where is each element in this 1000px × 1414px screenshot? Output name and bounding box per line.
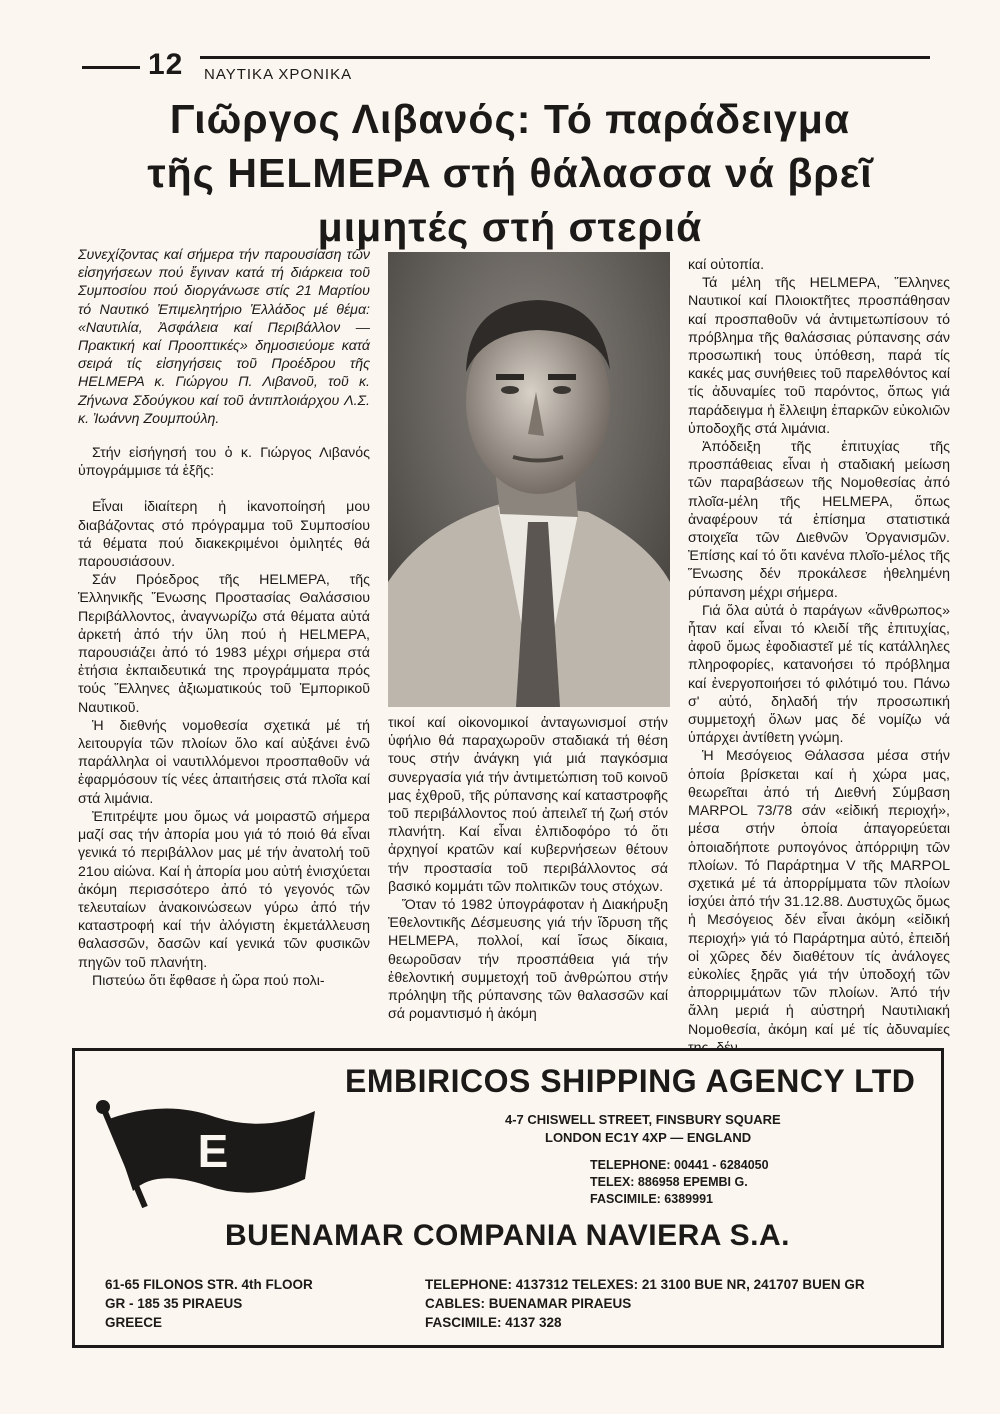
paragraph: Ἡ διεθνής νομοθεσία σχετικά μέ τή λειτουργία τῶν πλοίων ὅλο καί αὐξάνει ἐνῶ παράλληλα οἱ ναυτιλλόμενοι προσπαθοῦν νά ἐφαρμόσουν τίς νέες ἀπαιτήσεις στά πλοῖα καί στά λιμάνια. (78, 717, 370, 807)
headline-line-2: τῆς HELMEPA στή θάλασσα νά βρεῖ (147, 150, 873, 196)
portrait-photo (388, 252, 670, 707)
page-number: 12 (148, 48, 184, 81)
article-headline (80, 92, 940, 254)
paragraph: Ἀπόδειξη τῆς ἐπιτυχίας τῆς προσπάθειας εἶναι ἡ σταδιακή μείωση τῶν παραβάσεων τῆς Νομοθεσίας ἀπό πλοῖα-μέλη τῆς HELMEPA, ὅπως ἀναφέρουν τά ἐπίσημα στατιστικά στοιχεῖα τῶν Διεθνῶν Ὀργανισμῶν. Ἐπίσης καί τό ὅτι κανένα πλοῖο-μέλος τῆς Ἕνωσης δέν προκάλεσε ἠθελημένη ρύπανση μέχρι σήμερα. (688, 439, 950, 601)
company-address-london (505, 1111, 781, 1147)
paragraph: Ἡ Μεσόγειος Θάλασσα μέσα στήν ὁποία βρίσκεται καί ἡ χώρα μας, θεωρεῖται ἀπό τή Διεθνή Σύμβαση MARPOL 73/78 σάν «εἰδική περιοχή», μέσα στήν ὁποία ἀπαγορεύεται ὁποιαδήποτε ρυπογόνος ἀπόρριψη τῶν πλοίων. Τό Παράρτημα V τῆς MARPOL σχετικά μέ τά ἀπορρίμματα τῶν πλοίων ἰσχύει ἀπό τήν 31.12.88. Δυστυχῶς ὅμως ἡ Μεσόγειος δέν εἶναι ἀκόμη «εἰδική περιοχή» γιά τό Παράρτημα αὐτό, ἐπειδή οἱ χῶρες δέν διαθέτουν τίς ἀνάλογες εὐκολίες ξηρᾶς γιά τήν ὑποδοχή τῶν ἀπορριμμάτων τῶν πλοίων. Ἀπό τήν ἄλλη μεριά ἡ αὐστηρή Ναυτιλιακή Νομοθεσία, ἀκόμη καί μέ τίς ἀδυναμίες (688, 748, 950, 1038)
paragraph: Πιστεύω ὅτι ἔφθασε ἡ ὥρα πού πολι- (92, 972, 325, 989)
paragraph: Ἐπιτρέψτε μου ὅμως νά μοιραστῶ σήμερα μαζί σας τήν ἀπορία μου γιά τό ποιό θά εἶναι γενικά τό περιβάλλον μας μέ τήν ἀνατολή τοῦ 21ου αἰώνα. Καί ἡ ἀπορία μου αὐτή ἐνισχύεται ἀκόμη περισσότερο ἀπό τό γεγονός τῶν τελευταίων ἀνακοινώσεων γύρω ἀπό τήν καταστροφή καί τήν ἀλόγιστη ἐκμετάλλευση θαλασσῶν, δασῶν καί γενικά τῶν φυσικῶν πηγῶν τοῦ πλανήτη. (78, 808, 370, 971)
portrait-illustration (388, 252, 670, 707)
advertisement-box (72, 1048, 944, 1348)
paragraph: καί οὐτοπία. (688, 257, 765, 273)
paragraph: Ὅταν τό 1982 ὑπογράφοταν ἡ Διακήρυξη Ἐθελοντικῆς Δέσμευσης γιά τήν ἵδρυση τῆς HELMEPA, πολλοί, καί ἴσως δίκαια, θεωροῦσαν τήν προσπάθεια γιά τήν ἐθελοντική συμμετοχή τοῦ ἀνθρώπου στήν πρόληψη τῆς ρύπανσης τῶν θαλασσῶν καί σά ρομαντισμό ἡ ἀκόμη (388, 897, 668, 1023)
paragraph: Σάν Πρόεδρος τῆς HELMEPA, τῆς Ἑλληνικῆς Ἕνωσης Προστασίας Θαλάσσιου Περιβάλλοντος, ἀναγνωρίζω στά θέματα αὐτά ἀρκετή ἀπό τήν ὕλη πού ἡ HELMEPA, παρουσιάζει ἀπό τό 1983 μέχρι σήμερα στά ἐτήσια ἐκπαιδευτικά της προγράμματα πρός τούς Ἕλληνες ἀξιωματικούς τοῦ Ἐμπορικοῦ Ναυτικοῦ. (78, 572, 370, 716)
company-address-piraeus (105, 1275, 313, 1332)
fax-line: FASCIMILE: 4137 328 (425, 1315, 562, 1330)
header-rule-left (82, 66, 140, 69)
address-line: LONDON EC1Y 4XP — ENGLAND (545, 1130, 752, 1145)
flag-logo-icon (95, 1099, 325, 1209)
paragraph: Τά μέλη τῆς HELMEPA, Ἕλληνες Ναυτικοί καί Πλοιοκτῆτες προσπάθησαν καί προσπαθοῦν νά ἀντιμετωπίσουν τό πρόβλημα τῆς θαλάσσιας ρύπανσης σάν προσωπική τους ὑπόθεση, παρά τίς κακές μας συνήθειες τοῦ παρελθόντος καί τίς ἀδυναμίες τοῦ παρόντος, ὅπως γιά παράδειγμα ἡ ἔλλειψη ἐπαρκῶν εὐκολιῶν ὑποδοχῆς στά λιμάνια. (688, 275, 950, 437)
cables-line: CABLES: BUENAMAR PIRAEUS (425, 1296, 632, 1311)
company-contacts-london (590, 1157, 769, 1208)
telephone-line: TELEPHONE: 00441 - 6284050 (590, 1158, 769, 1172)
header-rule-right (200, 56, 930, 59)
telephone-line: TELEPHONE: 4137312 TELEXES: 21 3100 BUE NR, 241707 BUEN GR (425, 1277, 865, 1292)
fax-line: FASCIMILE: 6389991 (590, 1192, 713, 1206)
paragraph: τικοί καί οἰκονομικοί ἀνταγωνισμοί στήν ὑφήλιο θά παραχωροῦν σταδιακά τή θέση τους στήν ἀνάγκη γιά μιά παγκόσμια συνεργασία γιά τήν ἀντιμετώπιση τοῦ κοινοῦ μας ἐχθροῦ, τῆς ρύπανσης καί καταστροφῆς τοῦ περιβάλλοντος πού ἀπειλεῖ τή ζωή στόν πλανήτη. Καί εἶναι ἐλπιδοφόρο τό ὅτι ἀρχηγοί κρατῶν καί κυβερνήσεων θέτουν τήν προστασία τοῦ περιβάλλοντος σά βασικό κομμάτι τῶν πολιτικῶν τους στόχων. (388, 715, 668, 895)
publication-name: ΝΑΥΤΙΚΑ ΧΡΟΝΙΚΑ (204, 66, 353, 83)
headline-line-1: Γιῶργος Λιβανός: Τό παράδειγμα (169, 96, 851, 142)
article-column-middle (388, 714, 668, 1023)
telex-line: TELEX: 886958 EPEMBI G. (590, 1175, 748, 1189)
article-intro: Συνεχίζοντας καί σήμερα τήν παρουσίαση τῶν εἰσηγήσεων πού ἔγιναν κατά τή διάρκεια τοῦ Συμποσίου πού διοργάνωσε στίς 21 Μαρτίου τό Ναυτικό Ἐπιμελητήριο Ἑλλάδος μέ θέμα: «Ναυτιλία, Ἀσφάλεια καί Περιβάλλον — Πρακτική καί Προοπτικές» δημοσιεύομε κατά σειρά τίς εἰσηγήσεις τοῦ Προέδρου τῆς HELMEPA κ. Γιώργου Π. Λιβανοῦ, τοῦ κ. Ζήνωνα Σδούγκου καί τοῦ ἀντιπλοιάρχου Λ.Σ. κ. Ἰωάννη Ζουμπούλη. (78, 247, 370, 427)
company-name-embiricos: EMBIRICOS SHIPPING AGENCY LTD (345, 1063, 916, 1099)
company-contacts-piraeus (425, 1275, 865, 1332)
address-line: 4-7 CHISWELL STREET, FINSBURY SQUARE (505, 1112, 781, 1127)
article-column-left (78, 246, 370, 990)
address-line: 61-65 FILONOS STR. 4th FLOOR (105, 1277, 313, 1292)
company-name-buenamar: BUENAMAR COMPANIA NAVIERA S.A. (225, 1219, 791, 1252)
paragraph: Εἶναι ἰδιαίτερη ἡ ἱκανοποίησή μου διαβάζοντας στό πρόγραμμα τοῦ Συμποσίου τά θέματα πού διακεκριμένοι ὁμιλητές θά παρουσιάσουν. (78, 499, 370, 571)
headline-line-3: μιμητές στή στεριά (317, 204, 703, 250)
paragraph: Γιά ὅλα αὐτά ὁ παράγων «ἄνθρωπος» ἦταν καί εἶναι τό κλειδί τῆς ἐπιτυχίας, ἀφοῦ ὅμως ἐφοδιαστεῖ μέ τίς κατάλληλες πληροφορίες, κατανοήσει τό πρόβλημα καί ἐνεργοποιήσει τό φιλότιμό του. Πάνω σ' αὐτό, δηλαδή τήν προσωπική συμμετοχή ὅλων μας δέ νομίζω νά ὑπάρχει ἀντίθετη γνώμη. (688, 602, 950, 747)
article-column-right (688, 256, 950, 1057)
flag-letter: E (197, 1125, 229, 1177)
address-line: GR - 185 35 PIRAEUS (105, 1296, 243, 1311)
address-line: GREECE (105, 1315, 163, 1330)
article-lead: Στήν εἰσήγησή του ὁ κ. Γιώργος Λιβανός ὑπογράμμισε τά ἑξῆς: (78, 445, 370, 480)
